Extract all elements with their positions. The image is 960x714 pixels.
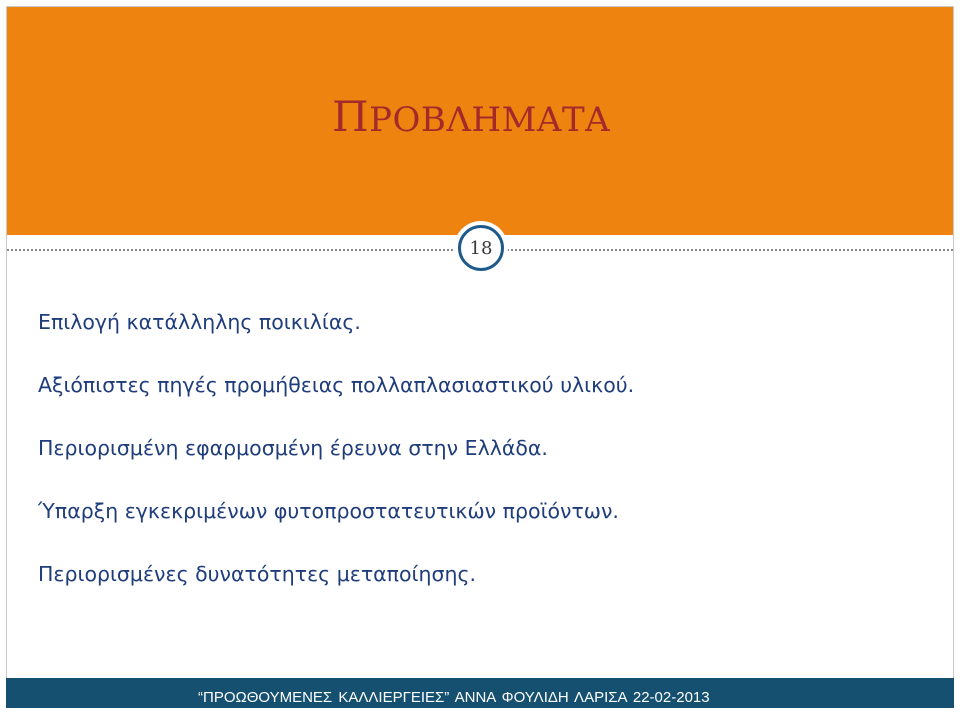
page-number-badge	[454, 221, 508, 275]
page-number: 18	[458, 225, 504, 271]
slide-title-initial: Π	[332, 92, 370, 141]
bullet-item: Περιορισμένη εφαρμοσμένη έρευνα στην Ελλάδα.	[38, 436, 548, 460]
bullet-item: Ύπαρξη εγκεκριμένων φυτοπροστατευτικών προϊόντων.	[38, 499, 619, 523]
footer-text: “ΠΡΟΩΘΟΥΜΕΝΕΣ ΚΑΛΛΙΕΡΓΕΙΕΣ” ΑΝΝΑ ΦΟΥΛΙΔΗ ΛΑΡΙΣΑ 22-02-2013	[198, 689, 710, 706]
bullet-item: Αξιόπιστες πηγές προμήθειας πολλαπλασιαστικού υλικού.	[38, 373, 635, 397]
slide-title	[332, 92, 611, 141]
bullet-item: Περιορισμένες δυνατότητες μεταποίησης.	[38, 562, 477, 586]
bullet-item: Επιλογή κατάλληλης ποικιλίας.	[38, 310, 361, 334]
slide-title-rest: ΡΟΒΛΗΜΑΤΑ	[369, 100, 611, 140]
bullet-list	[38, 306, 634, 621]
